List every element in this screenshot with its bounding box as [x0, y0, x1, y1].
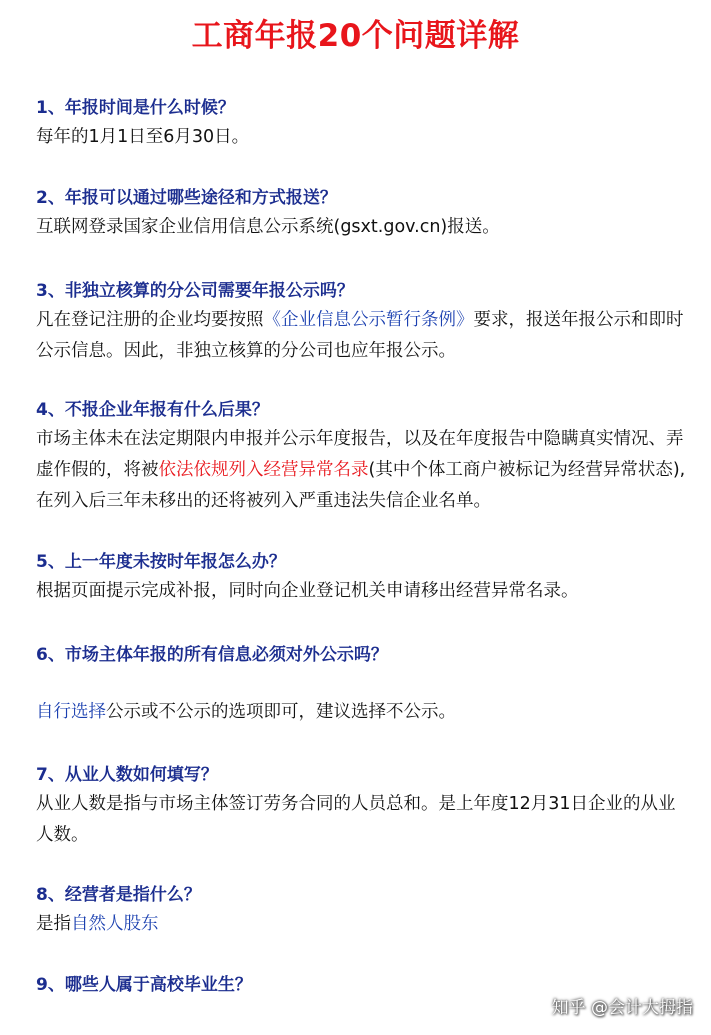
- natural-shareholder-link[interactable]: 自然人股东: [71, 914, 159, 934]
- question-2: 2、年报可以通过哪些途径和方式报送？: [36, 188, 337, 208]
- question-3: 3、非独立核算的分公司需要年报公示吗？: [36, 281, 354, 301]
- qa-item-2: [36, 186, 693, 243]
- question-4: 4、不报企业年报有什么后果？: [36, 400, 269, 420]
- abnormal-list-highlight: 依法依规列入经营异常名录: [158, 460, 369, 480]
- answer-6-text-end: 公示或不公示的选项即可，建议选择不公示。: [106, 702, 456, 722]
- answer-3-text-start: 凡在登记注册的企业均要按照: [36, 310, 264, 330]
- answer-4: [36, 424, 693, 517]
- answer-1: 每年的1月1日至6月30日。: [36, 127, 250, 147]
- answer-8: [36, 909, 693, 940]
- answer-4-text-end: (其中个体工商户被标记为经营异常状态),在列入后三年未移出的还将被列入严重违法失信企业名单。: [36, 460, 686, 511]
- question-9: 9、哪些人属于高校毕业生？: [36, 975, 252, 995]
- qa-item-8: [36, 883, 693, 940]
- qa-item-7: [36, 763, 693, 851]
- question-8: 8、经营者是指什么？: [36, 885, 201, 905]
- answer-3-text-end: 要求，报送年报公示和即时公示信息。因此，非独立核算的分公司也应年报公示。: [36, 310, 684, 361]
- qa-item-3: [36, 279, 693, 367]
- question-7: 7、从业人数如何填写？: [36, 765, 218, 785]
- answer-8-text-start: 是指: [36, 914, 71, 934]
- question-6: 6、市场主体年报的所有信息必须对外公示吗？: [36, 645, 388, 665]
- qa-item-6: [36, 643, 693, 728]
- qa-item-1: [36, 96, 693, 153]
- self-select-link[interactable]: 自行选择: [36, 702, 106, 722]
- answer-2: 互联网登录国家企业信用信息公示系统(gsxt.gov.cn)报送。: [36, 217, 500, 237]
- qa-item-5: [36, 550, 693, 607]
- answer-4-text-start: 市场主体未在法定期限内申报并公示年度报告，以及在年度报告中隐瞒真实情况、弄虚作假的，将被: [36, 429, 684, 480]
- qa-item-4: [36, 398, 693, 517]
- answer-6: [36, 697, 693, 728]
- regulation-link[interactable]: 《企业信息公示暂行条例》: [263, 310, 474, 330]
- qa-item-9: [36, 973, 693, 997]
- page-title: 工商年报20个问题详解: [191, 18, 520, 54]
- watermark: 知乎 @会计大拇指: [551, 998, 693, 1018]
- answer-5: 根据页面提示完成补报，同时向企业登记机关申请移出经营异常名录。: [36, 581, 579, 601]
- question-1: 1、年报时间是什么时候？: [36, 98, 235, 118]
- answer-7: 从业人数是指与市场主体签订劳务合同的人员总和。是上年度12月31日企业的从业人数。: [36, 794, 676, 845]
- question-5: 5、上一年度未按时年报怎么办？: [36, 552, 286, 572]
- answer-3: [36, 305, 693, 367]
